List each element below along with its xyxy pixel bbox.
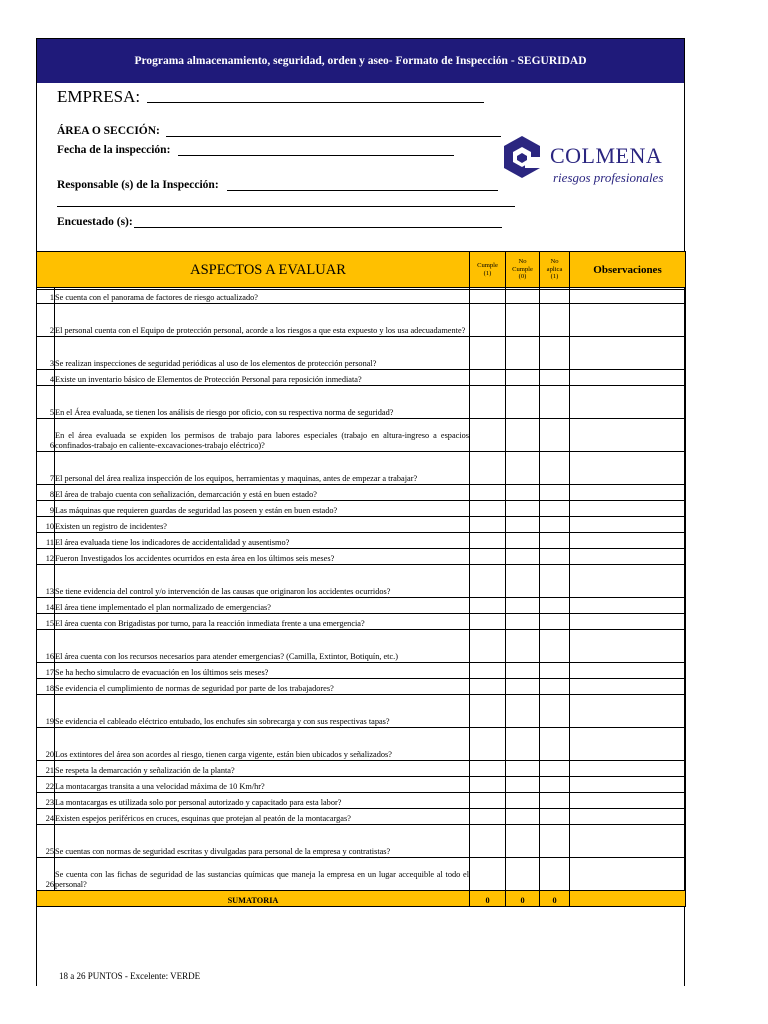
observaciones-cell[interactable]	[570, 761, 686, 777]
no-aplica-cell[interactable]	[540, 825, 570, 858]
area-field[interactable]	[166, 136, 501, 137]
cumple-cell[interactable]	[470, 419, 506, 452]
question-text: Los extintores del área son acordes al riesgo, tienen carga vigente, están bien ubicados y señalizados?	[55, 728, 470, 761]
table-row	[37, 614, 686, 630]
row-number: 25	[37, 825, 55, 858]
row-number: 5	[37, 386, 55, 419]
no-aplica-cell[interactable]	[540, 598, 570, 614]
no-cumple-cell[interactable]	[506, 630, 540, 663]
no-cumple-cell[interactable]	[506, 761, 540, 777]
observaciones-cell[interactable]	[570, 485, 686, 501]
sum-cumple: 0	[470, 891, 506, 907]
cumple-header: Cumple (1)	[470, 252, 506, 288]
observaciones-cell[interactable]	[570, 337, 686, 370]
empresa-label: EMPRESA:	[57, 87, 141, 106]
table-row	[37, 695, 686, 728]
row-number: 23	[37, 793, 55, 809]
question-text: Se ha hecho simulacro de evacuación en los últimos seis meses?	[55, 663, 470, 679]
observaciones-cell[interactable]	[570, 663, 686, 679]
row-number: 10	[37, 517, 55, 533]
question-text: En el área evaluada se expiden los permisos de trabajo para labores especiales (trabajo en altura-ingreso a espacios confinados-trabajo en caliente-excavaciones-trabajo eléctrico)?	[55, 419, 470, 452]
observaciones-cell[interactable]	[570, 533, 686, 549]
cumple-cell[interactable]	[470, 452, 506, 485]
table-row	[37, 517, 686, 533]
observaciones-cell[interactable]	[570, 630, 686, 663]
no-aplica-cell[interactable]	[540, 809, 570, 825]
no-aplica-cell[interactable]	[540, 630, 570, 663]
no-aplica-cell[interactable]	[540, 370, 570, 386]
no-aplica-cell[interactable]	[540, 761, 570, 777]
fecha-field[interactable]	[178, 155, 454, 156]
cumple-cell[interactable]	[470, 386, 506, 419]
observaciones-cell[interactable]	[570, 370, 686, 386]
table-row	[37, 777, 686, 793]
row-number: 21	[37, 761, 55, 777]
question-text: Se cuenta con el panorama de factores de riesgo actualizado?	[55, 288, 470, 304]
encuestado-field[interactable]	[134, 227, 502, 228]
empresa-field[interactable]	[147, 102, 484, 103]
row-number: 12	[37, 549, 55, 565]
no-cumple-cell[interactable]	[506, 777, 540, 793]
no-aplica-cell[interactable]	[540, 663, 570, 679]
no-aplica-cell[interactable]	[540, 337, 570, 370]
cumple-cell[interactable]	[470, 549, 506, 565]
sum-no-cumple: 0	[506, 891, 540, 907]
no-cumple-cell[interactable]	[506, 614, 540, 630]
no-aplica-cell[interactable]	[540, 695, 570, 728]
row-number: 20	[37, 728, 55, 761]
observaciones-cell[interactable]	[570, 549, 686, 565]
row-number: 8	[37, 485, 55, 501]
question-text: Se evidencia el cableado eléctrico entubado, los enchufes sin sobrecarga y con sus respectivas tapas?	[55, 695, 470, 728]
table-row	[37, 565, 686, 598]
no-cumple-cell[interactable]	[506, 304, 540, 337]
table-row	[37, 288, 686, 304]
cumple-cell[interactable]	[470, 728, 506, 761]
no-cumple-cell[interactable]	[506, 663, 540, 679]
question-text: Se cuenta con las fichas de seguridad de las sustancias químicas que maneja la empresa en un lugar accequible al todo el personal?	[55, 858, 470, 891]
cumple-cell[interactable]	[470, 501, 506, 517]
question-text: Se tiene evidencia del control y/o intervención de las causas que originaron los accidentes ocurridos?	[55, 565, 470, 598]
question-text: La montacargas transita a una velocidad máxima de 10 Km/hr?	[55, 777, 470, 793]
table-row	[37, 452, 686, 485]
cumple-cell[interactable]	[470, 533, 506, 549]
cumple-cell[interactable]	[470, 614, 506, 630]
row-number: 1	[37, 288, 55, 304]
no-aplica-cell[interactable]	[540, 386, 570, 419]
question-text: Se realizan inspecciones de seguridad periódicas al uso de los elementos de protección personal?	[55, 337, 470, 370]
table-row	[37, 419, 686, 452]
table-row	[37, 485, 686, 501]
inspection-form	[36, 38, 685, 986]
responsable-label: Responsable (s) de la Inspección:	[57, 179, 219, 191]
cumple-cell[interactable]	[470, 288, 506, 304]
no-aplica-cell[interactable]	[540, 501, 570, 517]
row-number: 4	[37, 370, 55, 386]
question-text: Se cuentas con normas de seguridad escritas y divulgadas para personal de la empresa y contratistas?	[55, 825, 470, 858]
table-row	[37, 761, 686, 777]
logo-name: COLMENA	[550, 143, 663, 168]
cumple-cell[interactable]	[470, 858, 506, 891]
question-text: Las máquinas que requieren guardas de seguridad las poseen y están en buen estado?	[55, 501, 470, 517]
cumple-cell[interactable]	[470, 598, 506, 614]
table-row	[37, 304, 686, 337]
area-label: ÁREA O SECCIÓN:	[57, 125, 160, 137]
cumple-cell[interactable]	[470, 304, 506, 337]
no-cumple-cell[interactable]	[506, 679, 540, 695]
observaciones-cell[interactable]	[570, 777, 686, 793]
observaciones-cell[interactable]	[570, 809, 686, 825]
cumple-cell[interactable]	[470, 695, 506, 728]
no-cumple-cell[interactable]	[506, 419, 540, 452]
no-aplica-cell[interactable]	[540, 858, 570, 891]
table-row	[37, 533, 686, 549]
no-aplica-cell[interactable]	[540, 485, 570, 501]
no-cumple-cell[interactable]	[506, 501, 540, 517]
table-row	[37, 386, 686, 419]
fecha-label: Fecha de la inspección:	[57, 144, 171, 156]
observaciones-cell[interactable]	[570, 614, 686, 630]
cumple-cell[interactable]	[470, 809, 506, 825]
observaciones-header: Observaciones	[570, 252, 686, 288]
observaciones-cell[interactable]	[570, 386, 686, 419]
no-aplica-cell[interactable]	[540, 517, 570, 533]
no-cumple-cell[interactable]	[506, 728, 540, 761]
row-number: 22	[37, 777, 55, 793]
no-cumple-cell[interactable]	[506, 288, 540, 304]
no-cumple-cell[interactable]	[506, 858, 540, 891]
table-row	[37, 337, 686, 370]
table-row	[37, 370, 686, 386]
observaciones-cell[interactable]	[570, 288, 686, 304]
observaciones-cell[interactable]	[570, 565, 686, 598]
question-text: El área evaluada tiene los indicadores de accidentalidad y ausentismo?	[55, 533, 470, 549]
question-text: Existen espejos periféricos en cruces, esquinas que protejan al peatón de la montacargas?	[55, 809, 470, 825]
row-number: 6	[37, 419, 55, 452]
aspectos-header: ASPECTOS A EVALUAR	[37, 252, 470, 288]
observaciones-cell[interactable]	[570, 793, 686, 809]
question-text: El área cuenta con los recursos necesarios para atender emergencias? (Camilla, Extintor, Botiquín, etc.)	[55, 630, 470, 663]
row-number: 13	[37, 565, 55, 598]
row-number: 16	[37, 630, 55, 663]
no-cumple-cell[interactable]	[506, 695, 540, 728]
row-number: 11	[37, 533, 55, 549]
table-row	[37, 549, 686, 565]
observaciones-cell[interactable]	[570, 517, 686, 533]
observaciones-cell[interactable]	[570, 858, 686, 891]
question-text: El área de trabajo cuenta con señalización, demarcación y está en buen estado?	[55, 485, 470, 501]
table-row	[37, 825, 686, 858]
cumple-cell[interactable]	[470, 565, 506, 598]
no-cumple-cell[interactable]	[506, 517, 540, 533]
no-aplica-cell[interactable]	[540, 304, 570, 337]
no-aplica-cell[interactable]	[540, 679, 570, 695]
cumple-cell[interactable]	[470, 663, 506, 679]
table-row	[37, 501, 686, 517]
cumple-cell[interactable]	[470, 825, 506, 858]
row-number: 26	[37, 858, 55, 891]
observaciones-cell[interactable]	[570, 728, 686, 761]
observaciones-cell[interactable]	[570, 679, 686, 695]
no-aplica-cell[interactable]	[540, 614, 570, 630]
question-text: El área tiene implementado el plan normalizado de emergencias?	[55, 598, 470, 614]
question-text: El personal del área realiza inspección de los equipos, herramientas y maquinas, antes de empezar a trabajar?	[55, 452, 470, 485]
no-aplica-cell[interactable]	[540, 288, 570, 304]
question-text: Se evidencia el cumplimiento de normas de seguridad por parte de los trabajadores?	[55, 679, 470, 695]
row-number: 17	[37, 663, 55, 679]
observaciones-cell[interactable]	[570, 452, 686, 485]
cumple-cell[interactable]	[470, 630, 506, 663]
question-text: En el Área evaluada, se tienen los análisis de riesgo por oficio, con su respectiva norma de seguridad?	[55, 386, 470, 419]
no-cumple-header: No Cumple (0)	[506, 252, 540, 288]
form-title: Programa almacenamiento, seguridad, orden y aseo- Formato de Inspección - SEGURIDAD	[37, 39, 684, 83]
question-text: El personal cuenta con el Equipo de protección personal, acorde a los riesgos a que esta expuesto y los usa adecuadamente?	[55, 304, 470, 337]
observaciones-cell[interactable]	[570, 501, 686, 517]
row-number: 24	[37, 809, 55, 825]
row-number: 15	[37, 614, 55, 630]
question-text: Se respeta la demarcación y señalización de la planta?	[55, 761, 470, 777]
observaciones-cell[interactable]	[570, 825, 686, 858]
no-aplica-cell[interactable]	[540, 533, 570, 549]
question-text: Existe un inventario básico de Elementos de Protección Personal para reposición inmediata?	[55, 370, 470, 386]
no-cumple-cell[interactable]	[506, 452, 540, 485]
cumple-cell[interactable]	[470, 370, 506, 386]
row-number: 19	[37, 695, 55, 728]
observaciones-cell[interactable]	[570, 598, 686, 614]
row-number: 7	[37, 452, 55, 485]
sum-observaciones	[570, 891, 686, 907]
observaciones-cell[interactable]	[570, 419, 686, 452]
no-cumple-cell[interactable]	[506, 598, 540, 614]
no-aplica-cell[interactable]	[540, 793, 570, 809]
no-cumple-cell[interactable]	[506, 386, 540, 419]
row-number: 14	[37, 598, 55, 614]
no-aplica-cell[interactable]	[540, 452, 570, 485]
no-cumple-cell[interactable]	[506, 485, 540, 501]
question-text: La montacargas es utilizada solo por personal autorizado y capacitado para esta labor?	[55, 793, 470, 809]
legend-line: 18 a 26 PUNTOS - Excelente: VERDE	[59, 971, 201, 981]
colmena-logo-icon	[500, 133, 544, 183]
no-cumple-cell[interactable]	[506, 370, 540, 386]
responsable-field-extra[interactable]	[57, 206, 515, 207]
evaluation-table	[36, 251, 686, 907]
row-number: 2	[37, 304, 55, 337]
no-aplica-cell[interactable]	[540, 549, 570, 565]
sumatoria-label: SUMATORIA	[37, 891, 470, 907]
row-number: 3	[37, 337, 55, 370]
cumple-cell[interactable]	[470, 517, 506, 533]
cumple-cell[interactable]	[470, 679, 506, 695]
cumple-cell[interactable]	[470, 761, 506, 777]
table-row	[37, 663, 686, 679]
no-aplica-cell[interactable]	[540, 565, 570, 598]
row-number: 18	[37, 679, 55, 695]
sum-no-aplica: 0	[540, 891, 570, 907]
no-aplica-cell[interactable]	[540, 419, 570, 452]
table-row	[37, 630, 686, 663]
no-aplica-cell[interactable]	[540, 728, 570, 761]
no-cumple-cell[interactable]	[506, 337, 540, 370]
row-number: 9	[37, 501, 55, 517]
encuestado-label: Encuestado (s):	[57, 216, 133, 228]
no-cumple-cell[interactable]	[506, 825, 540, 858]
sumatoria-row	[37, 891, 686, 907]
no-aplica-cell[interactable]	[540, 777, 570, 793]
table-row	[37, 809, 686, 825]
no-cumple-cell[interactable]	[506, 793, 540, 809]
question-text: Fueron Investigados los accidentes ocurridos en esta área en los últimos seis meses?	[55, 549, 470, 565]
table-row	[37, 793, 686, 809]
observaciones-cell[interactable]	[570, 695, 686, 728]
cumple-cell[interactable]	[470, 337, 506, 370]
table-row	[37, 858, 686, 891]
no-cumple-cell[interactable]	[506, 565, 540, 598]
question-text: El área cuenta con Brigadistas por turno, para la reacción inmediata frente a una emergencia?	[55, 614, 470, 630]
responsable-field[interactable]	[227, 190, 498, 191]
observaciones-cell[interactable]	[570, 304, 686, 337]
no-aplica-header: No aplica (1)	[540, 252, 570, 288]
no-cumple-cell[interactable]	[506, 809, 540, 825]
question-text: Existen un registro de incidentes?	[55, 517, 470, 533]
cumple-cell[interactable]	[470, 485, 506, 501]
cumple-cell[interactable]	[470, 777, 506, 793]
no-cumple-cell[interactable]	[506, 549, 540, 565]
logo-tagline: riesgos profesionales	[553, 170, 664, 185]
table-row	[37, 598, 686, 614]
table-row	[37, 679, 686, 695]
no-cumple-cell[interactable]	[506, 533, 540, 549]
cumple-cell[interactable]	[470, 793, 506, 809]
table-row	[37, 728, 686, 761]
